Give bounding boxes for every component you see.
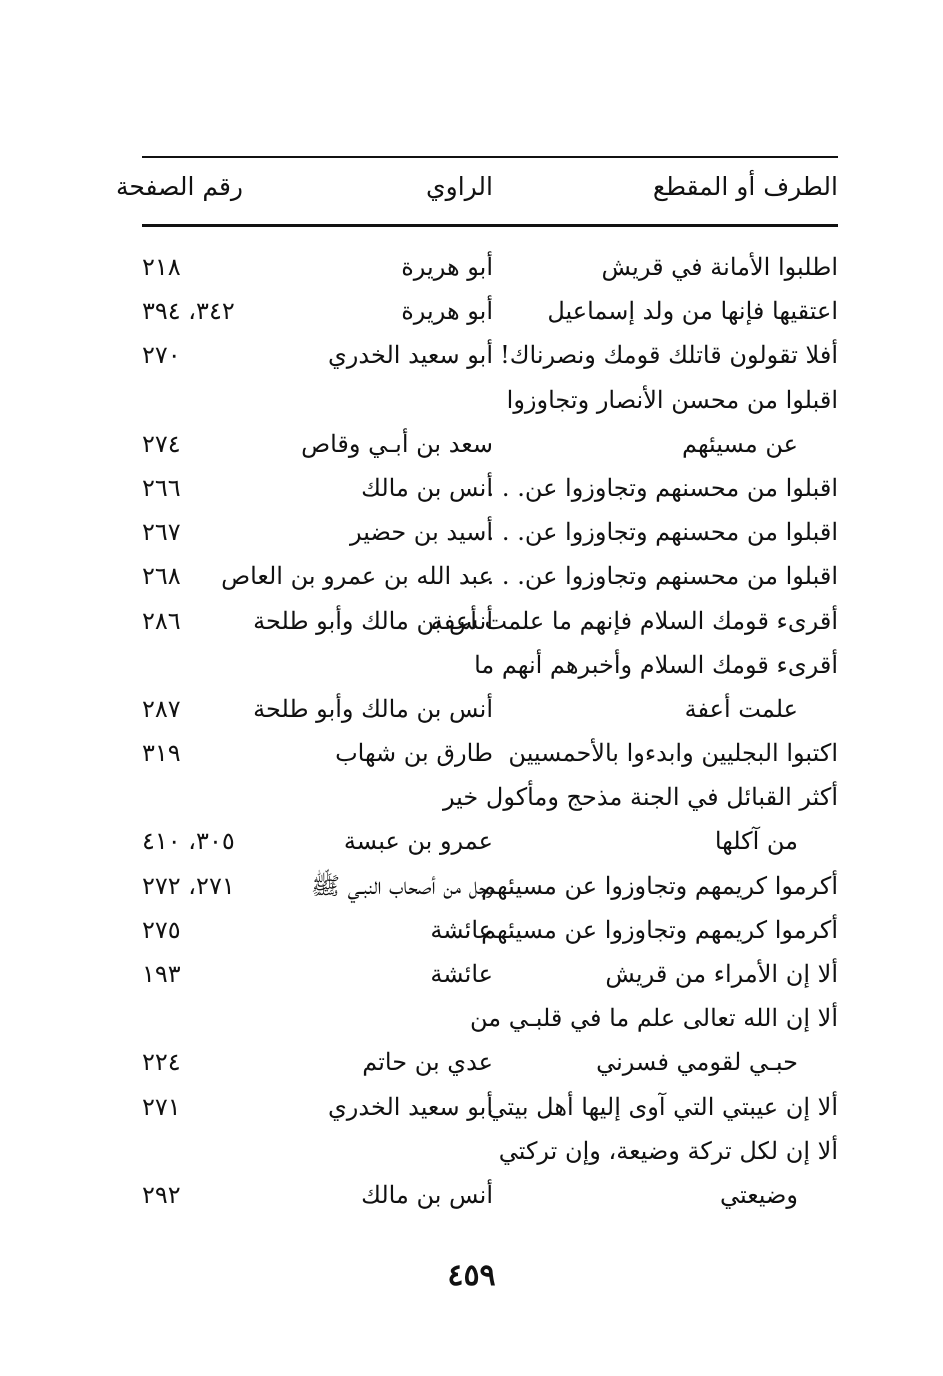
table-row	[0, 865, 943, 909]
row-text: أقرىء قومك السلام وأخبرهم أنهم ما	[474, 650, 838, 679]
header-text-column: الطرف أو المقطع	[652, 172, 838, 201]
row-narrator: عبد الله بن عمرو بن العاص	[221, 562, 493, 591]
row-text: حبـي لقومي فسرني	[596, 1048, 798, 1077]
row-narrator: عائشة	[430, 960, 493, 988]
table-row	[0, 820, 943, 864]
table-row	[0, 290, 943, 334]
row-text: أكرموا كريمهم وتجاوزوا عن مسيئهم	[481, 871, 838, 900]
row-narrator: أنس بن مالك وأبو طلحة	[253, 694, 493, 723]
row-text: اعتقيها فإنها من ولد إسماعيل	[547, 297, 838, 326]
table-row	[0, 1130, 943, 1174]
row-page: ٣٠٥، ٤١٠	[142, 827, 235, 856]
table-row	[0, 1041, 943, 1085]
row-page: ٣٤٢، ٣٩٤	[142, 297, 235, 326]
row-page: ٢٧١، ٢٧٢	[142, 871, 235, 900]
row-text: اكتبوا البجليين وابدءوا بالأحمسيين	[508, 739, 838, 768]
row-text: ألا إن لكل تركة وضيعة، وإن تركتي	[498, 1136, 838, 1165]
table-row	[0, 423, 943, 467]
table-row	[0, 334, 943, 378]
hadith-index-table	[0, 246, 943, 1218]
row-page: ٢٦٦	[142, 473, 181, 502]
table-row	[0, 511, 943, 555]
table-row	[0, 909, 943, 953]
row-narrator: أبو سعيد الخدري	[328, 341, 493, 370]
row-page: ٢٨٧	[142, 694, 181, 723]
row-narrator: أسيد بن حضير	[350, 518, 493, 547]
row-text: ألا إن الأمراء من قريش	[605, 960, 838, 988]
row-text: ألا إن عيبتي التي آوى إليها أهل بيتي	[487, 1092, 838, 1121]
row-text: عن مسيئهم	[681, 429, 798, 458]
row-text: ألا إن الله تعالى علم ما في قلبـي من	[469, 1004, 838, 1033]
table-row	[0, 953, 943, 997]
row-narrator: أبو هريرة	[401, 297, 493, 326]
row-narrator: رجل من أصحاب النبـي ﷺ	[310, 871, 493, 900]
row-text: أكرموا كريمهم وتجاوزوا عن مسيئهم	[481, 915, 838, 944]
table-row	[0, 1174, 943, 1218]
row-narrator: أبو سعيد الخدري	[328, 1092, 493, 1121]
row-narrator: أنس بن مالك	[361, 1180, 493, 1209]
table-row	[0, 467, 943, 511]
table-row	[0, 644, 943, 688]
table-row	[0, 732, 943, 776]
row-narrator: أبو هريرة	[401, 253, 493, 281]
row-narrator: سعد بن أبـي وقاص	[301, 429, 493, 458]
row-page: ٢٧٤	[142, 429, 181, 458]
top-rule	[142, 156, 838, 158]
row-narrator: عمرو بن عبسة	[343, 827, 493, 856]
row-text: اقبلوا من محسن الأنصار وتجاوزوا	[506, 385, 838, 414]
row-narrator: أنس بن مالك وأبو طلحة	[253, 606, 493, 635]
table-row	[0, 555, 943, 599]
table-row	[0, 246, 943, 290]
row-narrator: عدي بن حاتم	[362, 1048, 493, 1077]
row-page: ٢٢٤	[142, 1048, 181, 1077]
page-number: ٤٥٩	[447, 1258, 496, 1293]
table-row	[0, 379, 943, 423]
row-page: ٢٦٧	[142, 518, 181, 547]
row-text: أكثر القبائل في الجنة مذحج ومأكول خير	[442, 783, 838, 812]
table-row	[0, 1086, 943, 1130]
row-page: ١٩٣	[142, 960, 181, 988]
header-rule	[142, 224, 838, 227]
row-text: اقبلوا من محسنهم وتجاوزوا عن. . .	[486, 562, 838, 591]
row-page: ٢٧٥	[142, 915, 181, 944]
row-page: ٢٨٦	[142, 606, 181, 635]
row-text: اطلبوا الأمانة في قريش	[601, 253, 838, 281]
row-page: ٣١٩	[142, 739, 181, 768]
header-narrator-column: الراوي	[426, 172, 493, 201]
row-page: ٢٧١	[142, 1092, 181, 1121]
row-text: وضيعتي	[719, 1180, 798, 1209]
table-row	[0, 997, 943, 1041]
row-narrator: عائشة	[430, 915, 493, 944]
row-narrator: طارق بن شهاب	[335, 739, 493, 768]
row-text: من آكلها	[714, 827, 798, 856]
table-row	[0, 600, 943, 644]
row-page: ٢٧٠	[142, 341, 181, 370]
row-text: أفلا تقولون قاتلك قومك ونصرناك!	[500, 341, 838, 370]
row-page: ٢١٨	[142, 253, 181, 281]
row-text: أقرىء قومك السلام فإنهم ما علمت أعفة	[430, 606, 838, 635]
row-text: اقبلوا من محسنهم وتجاوزوا عن. . .	[486, 518, 838, 547]
row-page: ٢٩٢	[142, 1180, 181, 1209]
row-text: اقبلوا من محسنهم وتجاوزوا عن. . .	[486, 473, 838, 502]
row-narrator: أنس بن مالك	[361, 473, 493, 502]
row-page: ٢٦٨	[142, 562, 181, 591]
header-page-column: رقم الصفحة	[115, 172, 243, 201]
table-row	[0, 776, 943, 820]
row-text: علمت أعفة	[684, 694, 798, 723]
table-row	[0, 688, 943, 732]
